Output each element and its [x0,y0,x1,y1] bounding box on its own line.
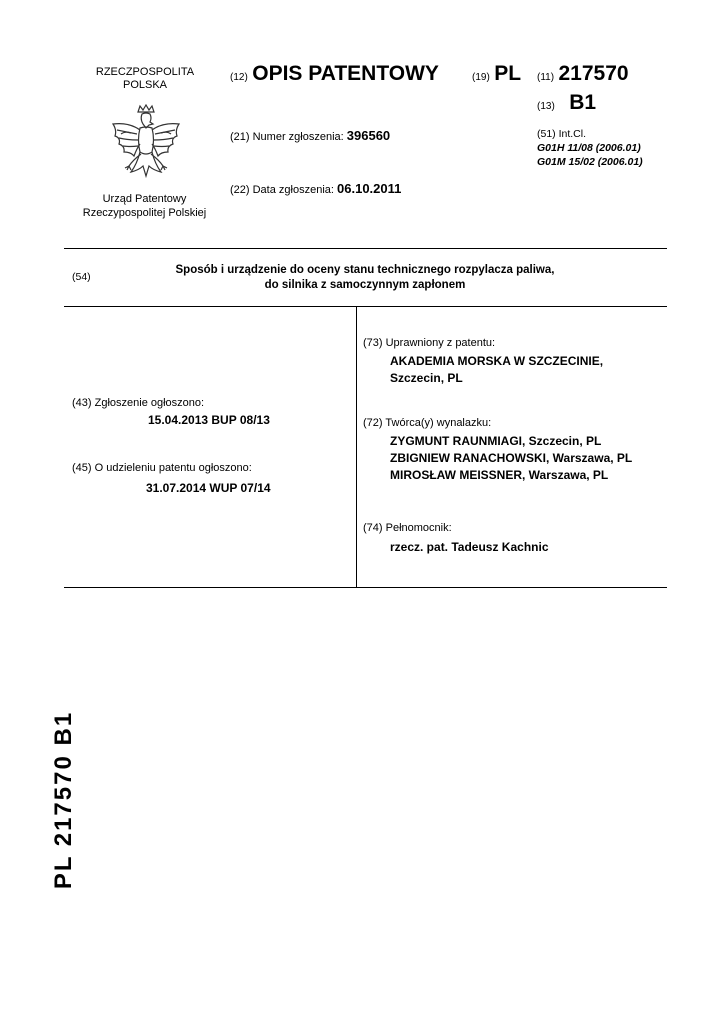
attorney-value: rzecz. pat. Tadeusz Kachnic [390,540,549,554]
granted-label: (45) O udzieleniu patentu ogłoszono: [72,462,252,474]
holder-line: AKADEMIA MORSKA W SZCZECINIE, [390,354,604,368]
application-date-value: 06.10.2011 [337,181,402,196]
polish-eagle-emblem-icon [107,104,185,188]
invention-title [120,263,610,293]
application-date [230,181,401,196]
holder [390,353,603,387]
patent-office-name [72,192,217,220]
country-name-line1: RZECZPOSPOLITA [95,66,195,78]
title-code: (54) [72,271,91,283]
office-line2: Rzeczypospolitej Polskiej [82,207,207,219]
application-date-label: (22) Data zgłoszenia: [230,184,334,196]
divider-bottom [64,587,667,588]
holder-line: Szczecin, PL [390,371,463,385]
int-cl-label: (51) Int.Cl. [537,128,587,140]
inventor: ZBIGNIEW RANACHOWSKI, Warszawa, PL [390,451,633,465]
published-value: 15.04.2013 BUP 08/13 [148,413,270,427]
application-number-label: (21) Numer zgłoszenia: [230,131,344,143]
kind-code-value: B1 [569,91,597,114]
side-label-text: PL 217570 B1 [50,710,77,890]
doc-type-title: OPIS PATENTOWY [252,62,439,85]
divider-top [64,248,667,249]
side-patent-label [34,705,94,895]
country-code [472,62,521,86]
patent-number-value: 217570 [558,62,629,85]
inventors-label: (72) Twórca(y) wynalazku: [363,417,492,429]
int-cl-entry: G01M 15/02 (2006.01) [537,156,643,168]
published-label: (43) Zgłoszenie ogłoszono: [72,397,205,409]
country-name-line2: POLSKA [122,79,168,91]
int-cl-entry: G01H 11/08 (2006.01) [537,142,641,154]
country-name [80,66,210,92]
patent-number-code: (11) [537,72,555,83]
title-line1: Sposób i urządzenie do oceny stanu technicznego rozpylacza paliwa, [175,264,555,276]
kind-code-code: (13) [537,101,555,112]
patent-number [537,62,629,86]
divider-vertical [356,307,357,587]
inventor: MIROSŁAW MEISSNER, Warszawa, PL [390,468,609,482]
inventor: ZYGMUNT RAUNMIAGI, Szczecin, PL [390,434,602,448]
application-number [230,128,390,143]
title-line2: do silnika z samoczynnym zapłonem [264,279,466,291]
attorney-label: (74) Pełnomocnik: [363,522,452,534]
document-type [230,62,439,86]
country-code-value: PL [494,62,522,85]
country-code-code: (19) [472,72,490,83]
doc-type-code: (12) [230,72,248,83]
application-number-value: 396560 [346,128,391,143]
holder-label: (73) Uprawniony z patentu: [363,337,496,349]
inventors [390,433,632,484]
divider-title [64,306,667,307]
int-classification [537,127,643,169]
kind-code [537,91,596,115]
granted-value: 31.07.2014 WUP 07/14 [146,481,271,495]
office-line1: Urząd Patentowy [102,193,187,205]
